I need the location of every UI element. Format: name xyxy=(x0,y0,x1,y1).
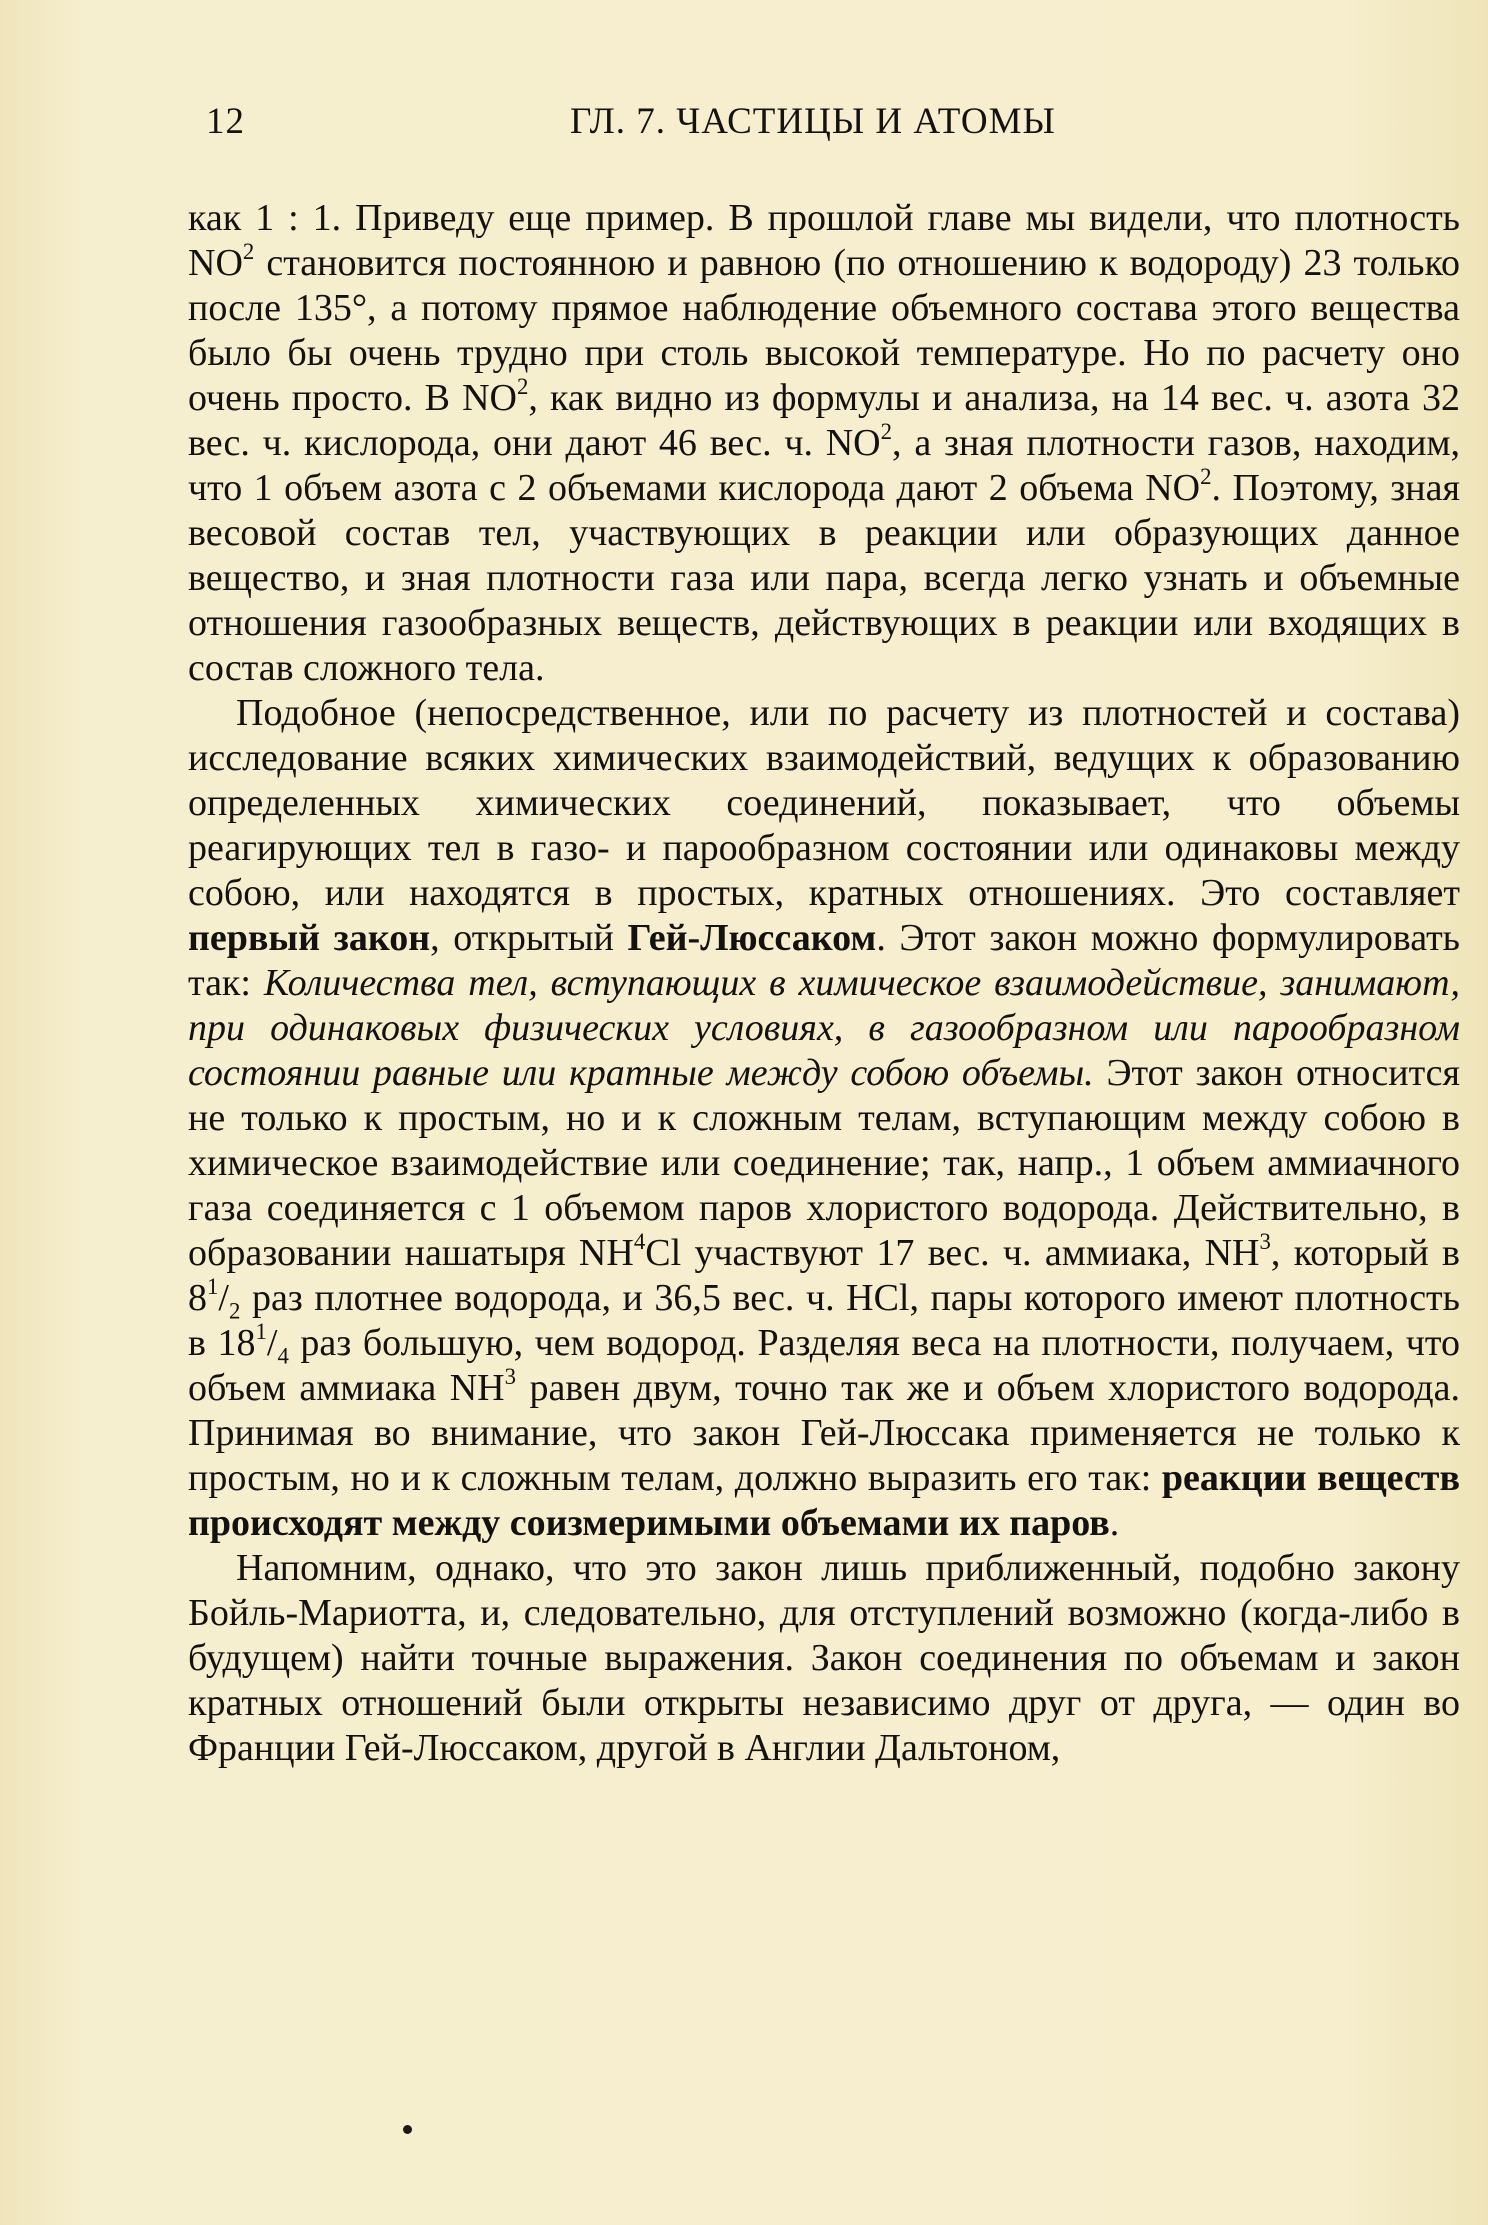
text-run: как 1 : 1. Приведу еще пример. В прошлой главе мы видели, что плотность NO xyxy=(188,197,1460,284)
text-run: раз плотнее водорода, и 36,5 вес. ч. HCl, пары которого имеют плотность в 18 xyxy=(188,1277,1460,1364)
text-run: Напомним, однако, что это закон лишь приближенный, подобно закону Бойль-Мариотта, и, следовательно, для отступлений возможно (когда-либо в будущем) найти точные выражения. Закон соединения по объемам и закон кратных отношений были открыты независимо друг от друга, — один во Франции Гей-Люссаком, другой в Англии Дальтоном, xyxy=(188,1547,1460,1769)
text-run: равен двум, точно так же и объем хлористого водорода. Принимая во внимание, что закон Гей-Люссака применяется не только к простым, но и к сложным телам, должно выразить его так: xyxy=(188,1367,1460,1499)
superscript: 2 xyxy=(1200,464,1212,490)
text-run: . xyxy=(1109,1502,1120,1544)
fraction-denominator: 4 xyxy=(277,1343,289,1369)
text-run: Подобное (непосредственное, или по расчету из плотностей и состава) исследование всяких химических взаимодействий, ведущих к образованию определенных химических соединений, показывает, что объемы реагирующих тел в газо- и парообразном состоянии или одинаковы между собою, или находятся в простых, кратных отношениях. Это составляет xyxy=(188,692,1460,914)
text-run: . Поэтому, зная весовой состав тел, участвующих в реакции или образующих данное вещество, и зная плотности газа или пара, всегда легко узнать и объемные отношения газообразных веществ, действующих в реакции или входящих в состав сложного тела. xyxy=(188,467,1460,689)
text-run: Этот закон относится не только к простым, но и к сложным телам, вступающим между собою в химическое взаимодействие или соединение; так, напр., 1 объем аммиачного газа соединяется с 1 объемом паров хлористого водорода. Действительно, в образовании нашатыря NH xyxy=(188,1052,1461,1274)
text-run: Cl участвуют 17 вес. ч. аммиака, NH xyxy=(645,1232,1260,1274)
text-run: становится постоянною и равною (по отношению к водороду) 23 только после 135°, а потому прямое наблюдение объемного состава этого вещества было бы очень трудно при столь высокой температуре. Но по расчету оно очень просто. В NO xyxy=(188,242,1460,419)
paragraph-2: Подобное (непосредственное, или по расчету из плотностей и состава) исследование всяких химических взаимодействий, ведущих к образованию определенных химических соединений, показывает, что объемы реагирующих тел в газо- и парообразном состоянии или одинаковы между собою, или находятся в простых, кратных отношениях. Это составляет первый закон, открытый Гей-Люссаком. Этот закон можно формулировать так: Количества тел, вступающих в химическое взаимодействие, занимают, при одинаковых физических условиях, в газообразном или парообразном состоянии равные или кратные между собою объемы. Этот закон относится не только к простым, но и к сложным телам, вступающим между собою в химическое взаимодействие или соединение; так, напр., 1 объем аммиачного газа соединяется с 1 объемом паров хлористого водорода. Действительно, в образовании нашатыря $NH^4Cl$ участвуют 17 вес. ч. аммиака, $NH^3$, который в $8^1/_2$ раз плотнее водорода, и 36,5 вес. ч. HCl, пары которого имеют плотность в $18^1/_4$ раз большую, чем водород. Разделяя веса на плотности, получаем, что объем аммиака $NH^3$ равен двум, точно так же и объем хлористого водорода. Принимая во внимание, что закон Гей-Люссака применяется не только к простым, но и к сложным телам, должно выразить его так: реакции веществ происходят между соизмеримыми объемами их паров. xyxy=(188,692,1461,1544)
text-run: раз большую, чем водород. Разделяя веса на плотности, получаем, что объем аммиака NH xyxy=(188,1322,1460,1409)
print-mark xyxy=(403,2125,412,2134)
fraction-numerator: 1 xyxy=(207,1274,219,1300)
italic-law-statement: Количества тел, вступающих в химическое взаимодействие, занимают, при одинаковых физических условиях, в газообразном или парообразном состоянии равные или кратные между собою объемы. xyxy=(188,962,1460,1094)
paragraph-3 xyxy=(188,1546,1460,1771)
body-text xyxy=(188,196,1460,1771)
superscript: 3 xyxy=(1259,1229,1271,1255)
text-run: , открытый xyxy=(430,917,628,959)
superscript: 2 xyxy=(517,374,529,400)
paragraph-1 xyxy=(188,196,1460,691)
bold-name: Гей-Люссаком xyxy=(627,917,877,959)
superscript: 2 xyxy=(242,239,255,265)
superscript: 3 xyxy=(504,1364,517,1390)
text-run: . Этот закон можно формулировать так: xyxy=(188,917,1461,1004)
bold-law-statement: реакции веществ происходят между соизмеримыми объемами их паров xyxy=(188,1457,1460,1544)
bold-term: первый закон xyxy=(188,917,431,959)
text-run: , как видно из формулы и анализа, на 14 вес. ч. азота 32 вес. ч. кислорода, они дают 46 вес. ч. NO xyxy=(188,377,1460,464)
text-run: , а зная плотности газов, находим, что 1 объем азота с 2 объемами кислорода дают 2 объема NO xyxy=(188,422,1460,509)
fraction-numerator: 1 xyxy=(255,1319,267,1345)
page-header xyxy=(188,100,1458,150)
fraction-denominator: 2 xyxy=(228,1298,241,1324)
text-run: , который в 8 xyxy=(188,1232,1460,1319)
superscript: 4 xyxy=(633,1229,646,1255)
running-title: ГЛ. 7. ЧАСТИЦЫ И АТОМЫ xyxy=(570,101,1056,142)
superscript: 2 xyxy=(880,419,893,445)
page-number: 12 xyxy=(206,101,245,142)
